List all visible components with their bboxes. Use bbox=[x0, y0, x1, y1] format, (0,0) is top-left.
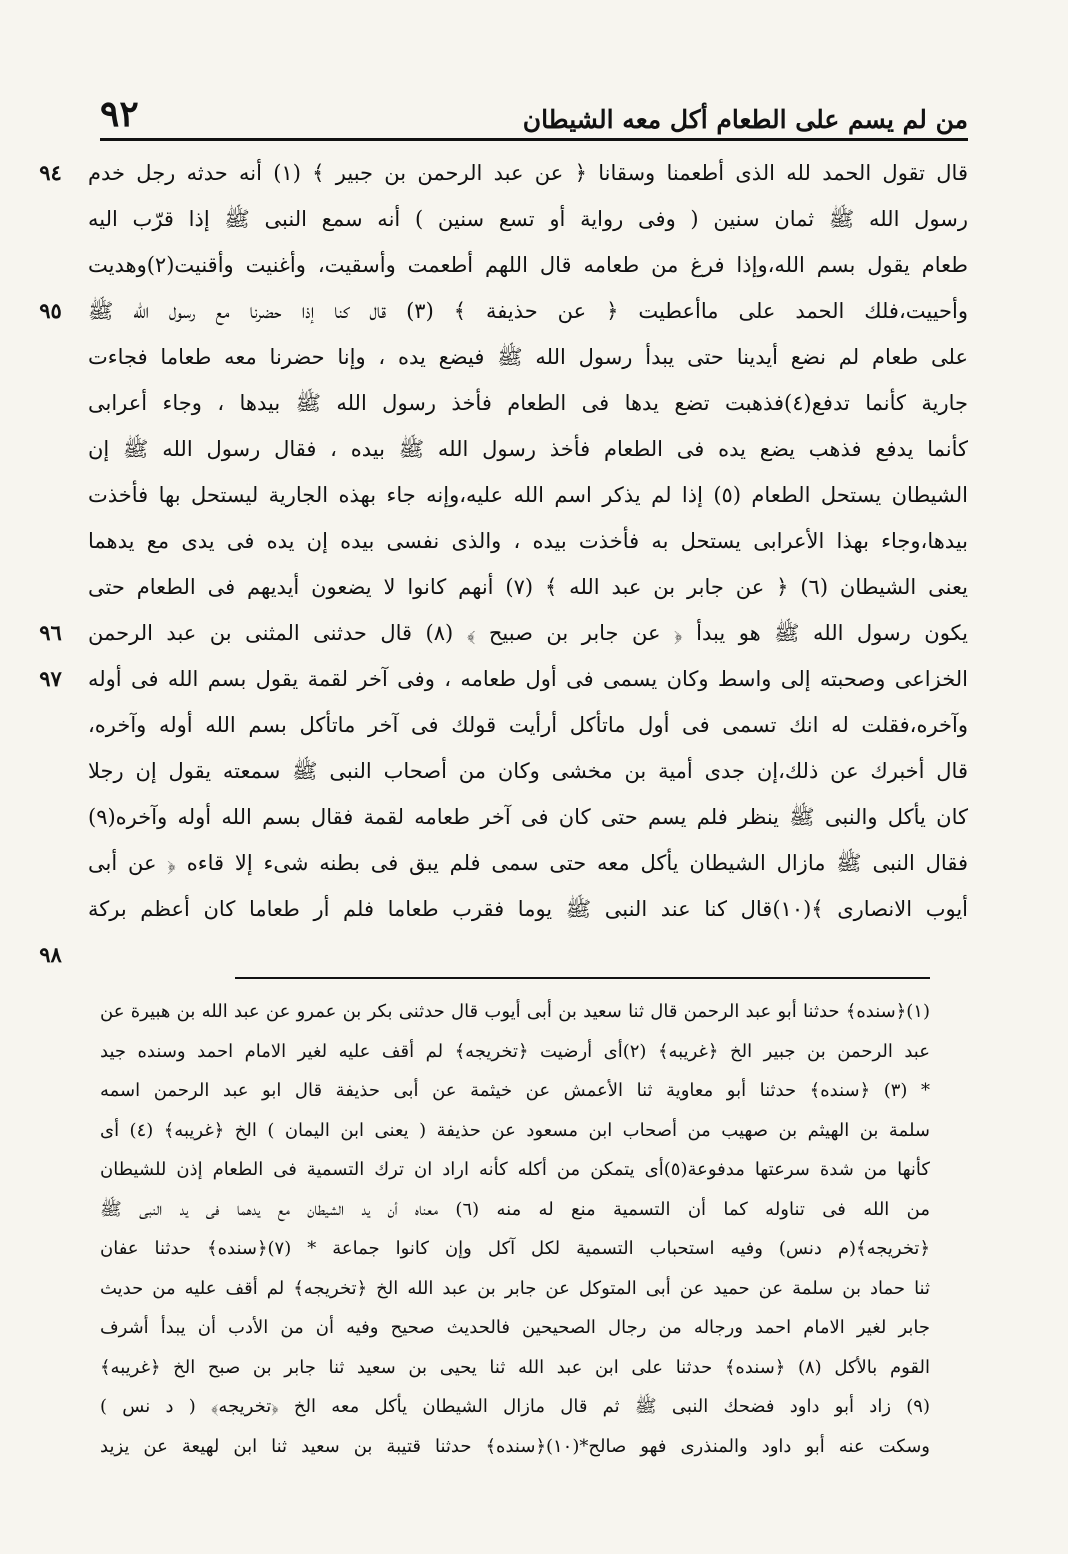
hadith-number: ٩٧ bbox=[39, 666, 62, 691]
footnote-line: وسكت عنه أبو داود والمنذرى فهو صالح*(١٠)﴿سنده﴾ حدثنا قتيبة بن سعيد ثنا ابن لهيعة عن يزيد bbox=[100, 1435, 930, 1457]
footnote-line: (٩) زاد أبو داود فضحك النبى ﷺ ثم قال مازال الشيطان يأكل معه الخ ﴿تخريجه﴾ ( د نس ) bbox=[100, 1396, 930, 1417]
text-line: طعام يقول بسم الله،وإذا فرغ من طعامه قال اللهم أطعمت وأسقيت، وأغنيت وأقنيت(٢)وهديت bbox=[88, 253, 968, 277]
page-number: ٩٢ bbox=[100, 93, 139, 135]
page-header bbox=[100, 78, 968, 135]
text-line: كان يأكل والنبى ﷺ ينظر فلم يسم حتى كان فى آخر طعامه لقمة فقال بسم الله أوله وآخره(٩) bbox=[88, 805, 968, 829]
text-line: الشيطان يستحل الطعام (٥) إذا لم يذكر اسم الله عليه،وإنه جاء بهذه الجارية ليستحل بها فأخذت bbox=[88, 483, 968, 507]
footnote-line: * (٣) ﴿سنده﴾ حدثنا أبو معاوية ثنا الأعمش عن خيثمة عن أبى حذيفة قال ابو عبد الرحمن اسمه bbox=[100, 1080, 930, 1101]
footnote-line: ثنا حماد بن سلمة عن حميد عن أبى المتوكل عن جابر بن عبد الله الخ ﴿تخريجه﴾ لم أقف عليه من حديث bbox=[100, 1277, 930, 1299]
text-line: أيوب الانصارى ﴾(١٠)قال كنا عند النبى ﷺ يوما فقرب طعاما فلم أر طعاما كان أعظم بركة bbox=[88, 897, 968, 921]
text-line: فقال النبى ﷺ مازال الشيطان يأكل معه حتى سمى فلم يبق فى بطنه شىء إلا قاءه ﴿ عن أبى bbox=[88, 851, 968, 875]
text-line: قال أخبرك عن ذلك،إن جدى أمية بن مخشى وكان من أصحاب النبى ﷺ سمعته يقول إن رجلا bbox=[88, 759, 968, 783]
footnotes bbox=[100, 992, 930, 1466]
footnote-line: عبد الرحمن بن جبير الخ ﴿غريبه﴾ (٢)أى أرضيت ﴿تخريجه﴾ لم أقف عليه لغير الامام احمد وسنده جيد bbox=[100, 1040, 930, 1062]
header-rule bbox=[100, 138, 968, 141]
hadith-number: ٩٨ bbox=[39, 942, 62, 967]
text-line: جارية كأنما تدفع(٤)فذهبت تضع يدها فى الطعام فأخذ رسول الله ﷺ بيدها ، وجاء أعرابى bbox=[88, 391, 968, 415]
text-line: يعنى الشيطان (٦) ﴿ عن جابر بن عبد الله ﴾ (٧) أنهم كانوا لا يضعون أيديهم فى الطعام حتى bbox=[88, 575, 968, 599]
text-line: على طعام لم نضع أيدينا حتى يبدأ رسول الله ﷺ فيضع يده ، وإنا حضرنا معه طعاما فجاءت bbox=[88, 345, 968, 369]
footnote-line: من الله فى تناوله كما أن التسمية منع له منه (٦) معناه أن يد الشيطان مع يدهما فى يد النبى ﷺ bbox=[100, 1198, 930, 1220]
text-line: وآخره،فقلت له انك تسمى فى أول ماتأكل أرأيت قولك فى آخر ماتأكل بسم الله أوله وآخره، bbox=[88, 713, 968, 737]
text-line: كأنما يدفع فذهب يضع يده فى الطعام فأخذ رسول الله ﷺ بيده ، فقال رسول الله ﷺ إن bbox=[88, 437, 968, 461]
text-line: يكون رسول الله ﷺ هو يبدأ ﴿ عن جابر بن صبيح ﴾ (٨) قال حدثنى المثنى بن عبد الرحمن bbox=[88, 621, 968, 645]
footnote-line: القوم بالأكل (٨) ﴿سنده﴾ حدثنا على ابن عبد الله ثنا يحيى بن سعيد ثنا جابر بن صبح الخ ﴿غريبه﴾ bbox=[100, 1356, 930, 1378]
hadith-number: ٩٤ bbox=[39, 160, 62, 185]
footnote-line: سلمة بن الهيثم بن صهيب من أصحاب ابن مسعود عن حذيفة ( يعنى ابن اليمان ) الخ ﴿غريبه﴾ (٤) أى bbox=[100, 1119, 930, 1141]
text-line: الخزاعى وصحبته إلى واسط وكان يسمى فى أول طعامه ، وفى آخر لقمة يقول بسم الله فى أوله bbox=[88, 667, 968, 691]
hadith-number: ٩٦ bbox=[39, 620, 62, 645]
footnote-line: (١)﴿سنده﴾ حدثنا أبو عبد الرحمن قال ثنا سعيد بن أبى أيوب قال حدثنى بكر بن عمرو عن عبد الله بن هبيرة عن bbox=[100, 1001, 930, 1022]
text-line: قال تقول الحمد لله الذى أطعمنا وسقانا ﴿ عن عبد الرحمن بن جبير ﴾ (١) أنه حدثه رجل خدم bbox=[88, 161, 968, 185]
footnote-rule bbox=[235, 977, 930, 979]
text-line: رسول الله ﷺ ثمان سنين ( وفى رواية أو تسع سنين ) أنه سمع النبى ﷺ إذا قرّب اليه bbox=[88, 207, 968, 231]
text-line: بيدها،وجاء بهذا الأعرابى يستحل به فأخذت بيده ، والذى نفسى بيده إن يده فى يدى مع يدهما bbox=[88, 529, 968, 553]
text-line: وأحييت،فلك الحمد على ماأعطيت ﴿ عن حذيفة ﴾ (٣) قال كنا إذا حضرنا مع رسول الله ﷺ bbox=[88, 299, 968, 323]
footnote-line: جابر لغير الامام احمد ورجاله من رجال الصحيحين فالحديث صحيح وفيه أن من الأدب أن يبدأ أشرف bbox=[100, 1317, 930, 1338]
hadith-number: ٩٥ bbox=[39, 298, 62, 323]
footnote-line: كأنها من شدة سرعتها مدفوعة(٥)أى يتمكن من أكله كأنه اراد ان ترك التسمية فى الطعام إذن للشيطان bbox=[100, 1159, 930, 1180]
main-text bbox=[39, 150, 968, 967]
footnote-line: ﴿تخريجه﴾(م دنس) وفيه استحباب التسمية لكل آكل وإن كانوا جماعة * (٧)﴿سنده﴾ حدثنا عفان bbox=[100, 1238, 930, 1259]
running-title: من لم يسم على الطعام أكل معه الشيطان bbox=[522, 105, 968, 134]
